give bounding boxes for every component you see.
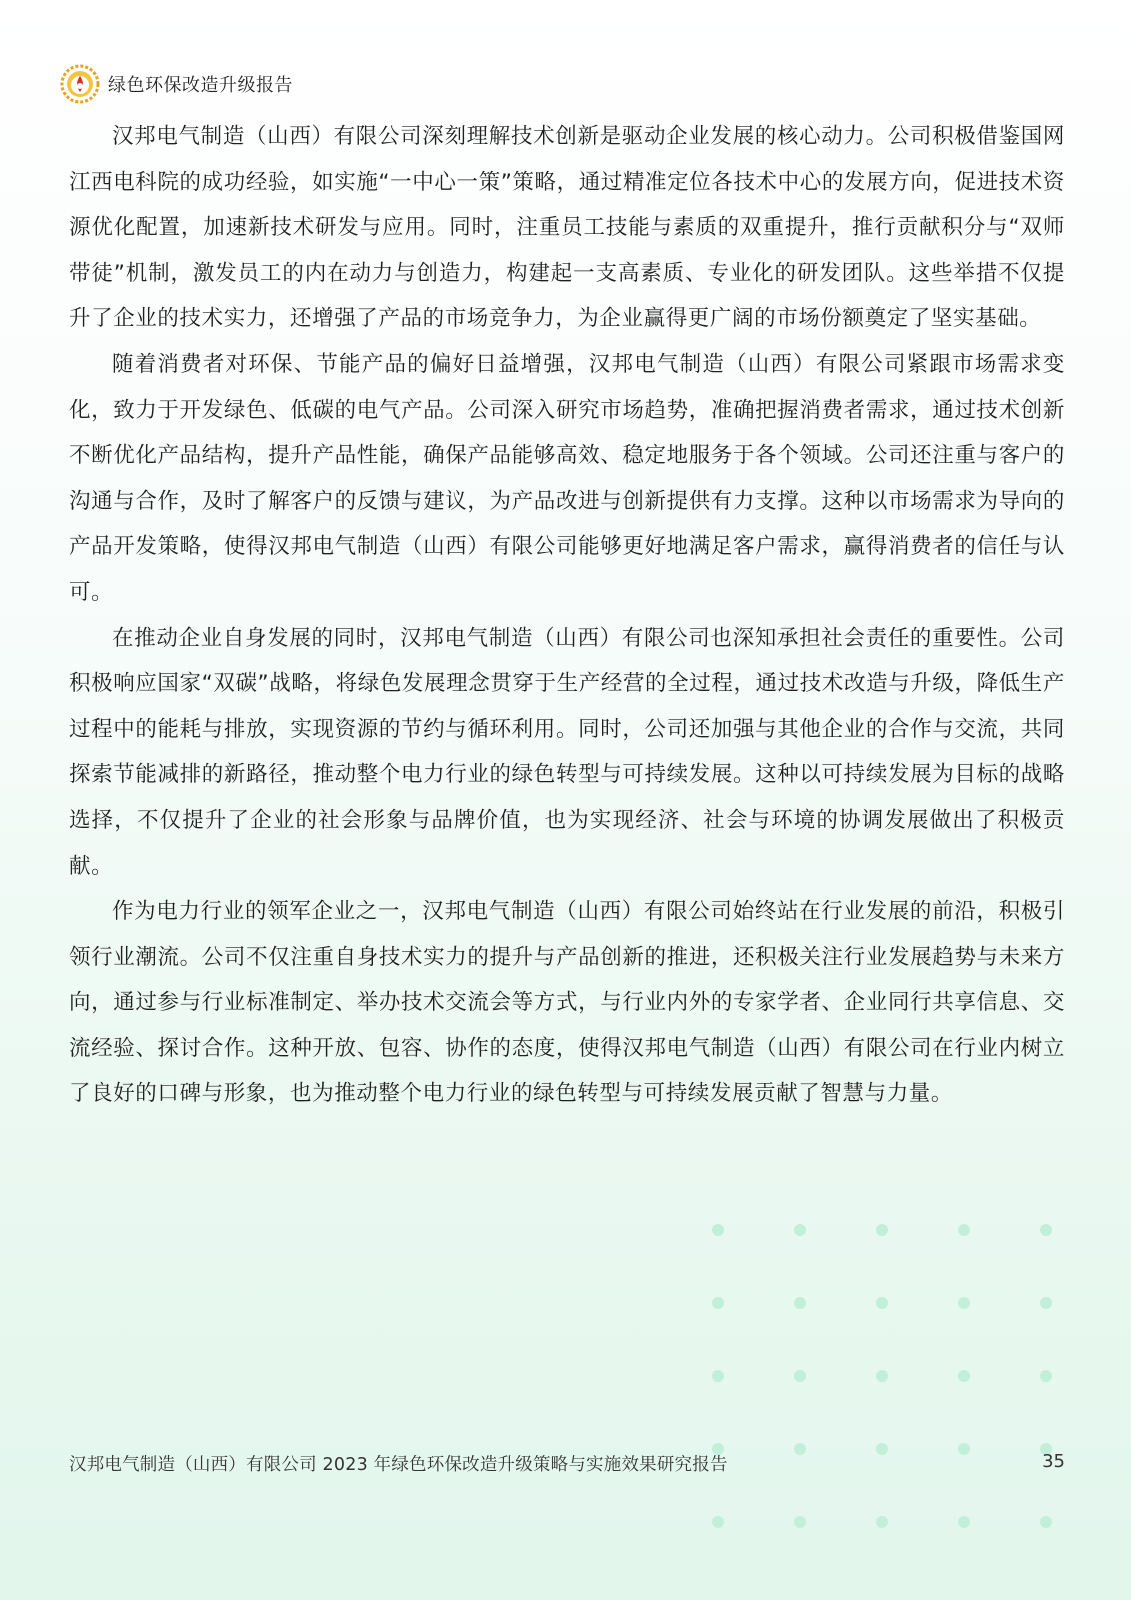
decorative-dot bbox=[958, 1224, 970, 1236]
footer-report-title: 汉邦电气制造（山西）有限公司 2023 年绿色环保改造升级策略与实施效果研究报告 bbox=[69, 1455, 728, 1475]
decorative-dot bbox=[794, 1516, 806, 1528]
page-header bbox=[60, 64, 293, 104]
decorative-dot bbox=[1040, 1516, 1052, 1528]
decorative-dot bbox=[794, 1297, 806, 1309]
paragraph: 随着消费者对环保、节能产品的偏好日益增强，汉邦电气制造（山西）有限公司紧跟市场需求变化，致力于开发绿色、低碳的电气产品。公司深入研究市场趋势，准确把握消费者需求，通过技术创新不断优化产品结构，提升产品性能，确保产品能够高效、稳定地服务于各个领域。公司还注重与客户的沟通与合作，及时了解客户的反馈与建议，为产品改进与创新提供有力支撑。这种以市场需求为导向的产品开发策略，使得汉邦电气制造（山西）有限公司能够更好地满足客户需求，赢得消费者的信任与认可。 bbox=[69, 351, 1065, 605]
decorative-dot-grid bbox=[712, 1224, 1052, 1534]
decorative-dot bbox=[958, 1516, 970, 1528]
decorative-dot bbox=[876, 1297, 888, 1309]
paragraph: 在推动企业自身发展的同时，汉邦电气制造（山西）有限公司也深知承担社会责任的重要性。公司积极响应国家“双碳”战略，将绿色发展理念贯穿于生产经营的全过程，通过技术改造与升级，降低生产过程中的能耗与排放，实现资源的节约与循环利用。同时，公司还加强与其他企业的合作与交流，共同探索节能减排的新路径，推动整个电力行业的绿色转型与可持续发展。这种以可持续发展为目标的战略选择，不仅提升了企业的社会形象与品牌价值，也为实现经济、社会与环境的协调发展做出了积极贡献。 bbox=[69, 625, 1065, 879]
decorative-dot bbox=[958, 1443, 970, 1455]
decorative-dot bbox=[1040, 1297, 1052, 1309]
decorative-dot bbox=[876, 1370, 888, 1382]
decorative-dot bbox=[712, 1224, 724, 1236]
decorative-dot bbox=[876, 1224, 888, 1236]
paragraph: 汉邦电气制造（山西）有限公司深刻理解技术创新是驱动企业发展的核心动力。公司积极借鉴国网江西电科院的成功经验，如实施“一中心一策”策略，通过精准定位各技术中心的发展方向，促进技术资源优化配置，加速新技术研发与应用。同时，注重员工技能与素质的双重提升，推行贡献积分与“双师带徒”机制，激发员工的内在动力与创造力，构建起一支高素质、专业化的研发团队。这些举措不仅提升了企业的技术实力，还增强了产品的市场竞争力，为企业赢得更广阔的市场份额奠定了坚实基础。 bbox=[69, 124, 1065, 332]
decorative-dot bbox=[876, 1516, 888, 1528]
decorative-dot bbox=[958, 1370, 970, 1382]
header-title: 绿色环保改造升级报告 bbox=[108, 75, 293, 96]
decorative-dot bbox=[958, 1297, 970, 1309]
decorative-dot bbox=[712, 1516, 724, 1528]
paragraph: 作为电力行业的领军企业之一，汉邦电气制造（山西）有限公司始终站在行业发展的前沿，积极引领行业潮流。公司不仅注重自身技术实力的提升与产品创新的推进，还积极关注行业发展趋势与未来方向，通过参与行业标准制定、举办技术交流会等方式，与行业内外的专家学者、企业同行共享信息、交流经验、探讨合作。这种开放、包容、协作的态度，使得汉邦电气制造（山西）有限公司在行业内树立了良好的口碑与形象，也为推动整个电力行业的绿色转型与可持续发展贡献了智慧与力量。 bbox=[69, 899, 1065, 1107]
main-content bbox=[69, 114, 1065, 1117]
decorative-dot bbox=[712, 1370, 724, 1382]
decorative-dot bbox=[712, 1297, 724, 1309]
decorative-dot bbox=[794, 1370, 806, 1382]
page-number: 35 bbox=[1042, 1451, 1065, 1472]
decorative-dot bbox=[794, 1443, 806, 1455]
decorative-dot bbox=[1040, 1370, 1052, 1382]
decorative-dot bbox=[1040, 1224, 1052, 1236]
decorative-dot bbox=[794, 1224, 806, 1236]
company-logo-icon bbox=[60, 64, 100, 104]
decorative-dot bbox=[876, 1443, 888, 1455]
